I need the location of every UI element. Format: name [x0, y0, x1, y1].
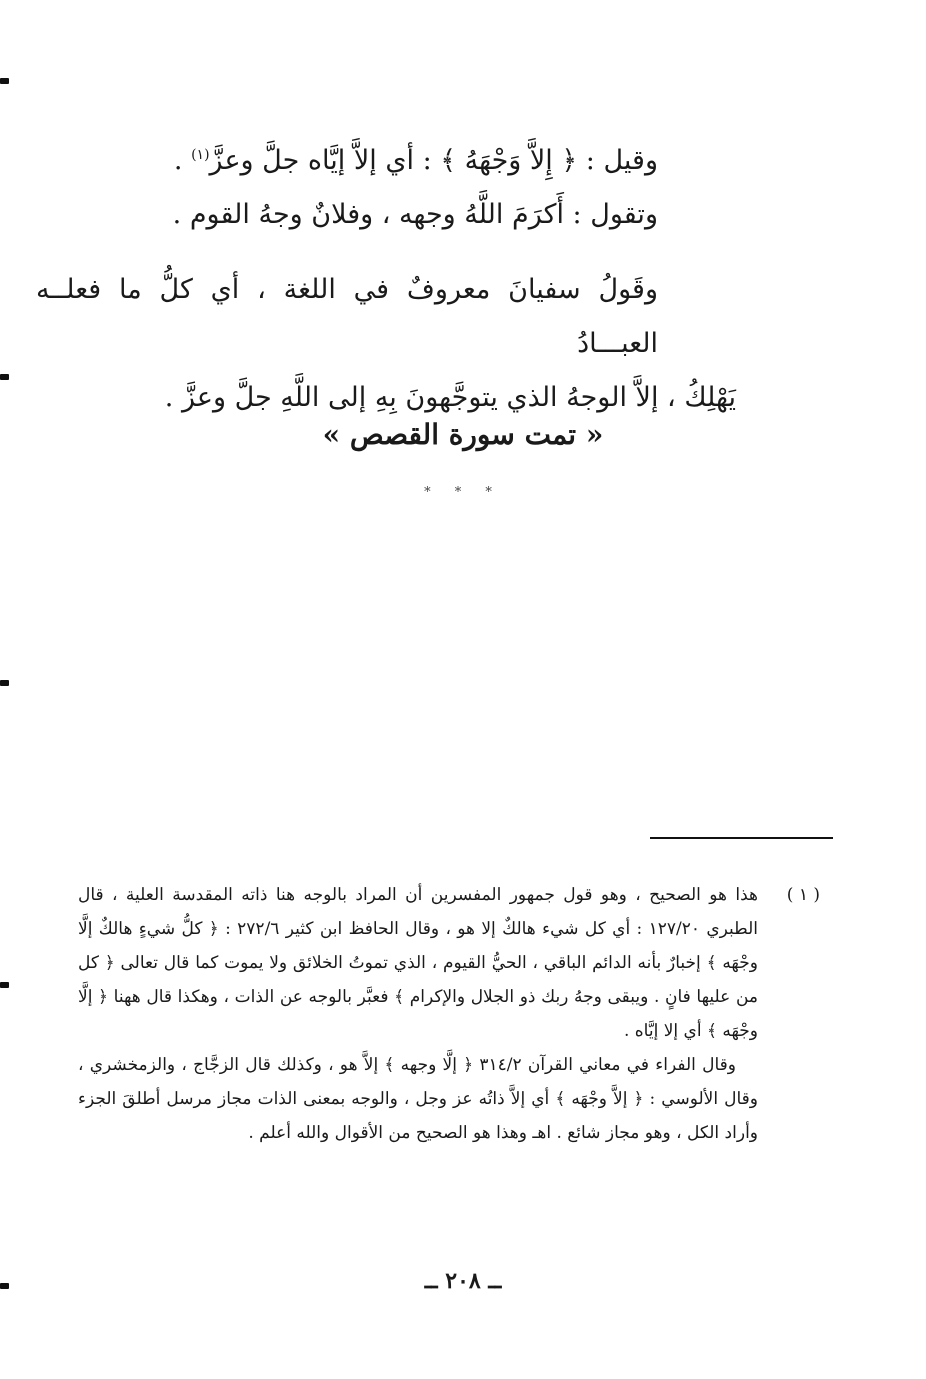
footnote-body	[78, 878, 758, 1150]
main-paragraph	[36, 263, 736, 425]
scan-edge-mark	[0, 680, 9, 686]
footnotes	[78, 878, 820, 1150]
footnote-paragraph-2: وقال الفراء في معاني القرآن ٣١٤/٢ ﴿ إلَّا وجهه ﴾ إلاَّ هو ، وكذلك قال الزجَّاج ، والزمخشري ، وقال الألوسي : ﴿ إلاَّ وجْهَه ﴾ أي إلاَّ ذاتُه عز وجل ، والوجه بمعنى الذات مجاز مرسل أطلقَ الجزء وأراد الكل ، وهو مجاز شائع . اهـ وهذا هو الصحيح من الأقوال والله أعلم .	[78, 1055, 758, 1143]
scan-edge-mark	[0, 78, 9, 84]
footnote-reference: (١)	[191, 147, 210, 163]
main-line-1-text: وقيل : ﴿ إِلاَّ وَجْهَهُ ﴾ : أي إلاَّ إيَّاه جلَّ وعزَّ	[209, 145, 658, 176]
scan-edge-mark	[0, 374, 9, 380]
page-number: ــ ٢٠٨ ــ	[424, 1268, 502, 1294]
footnote-separator	[650, 837, 833, 839]
section-divider-stars: * * *	[424, 485, 502, 500]
scan-edge-mark	[0, 982, 9, 988]
footnote-1	[78, 878, 820, 1150]
footnote-paragraph-1: هذا هو الصحيح ، وهو قول جمهور المفسرين أن المراد بالوجه هنا ذاته المقدسة العلية ، قال الطبري ١٢٧/٢٠ : أي كل شيء هالكٌ إلا هو ، وقال الحافظ ابن كثير ٢٧٢/٦ : ﴿ كلُّ شيءٍ هالكٌ إلَّا وجْهَه ﴾ إخبارٌ بأنه الدائم الباقي ، الحيُّ القيوم ، الذي تموتُ الخلائق ولا يموت كما قال تعالى ﴿ كل من عليها فانٍ . ويبقى وجهُ ربك ذو الجلال والإكرام ﴾ فعبَّر بالوجه عن الذات ، وهكذا قال ههنا ﴿ إلَّا وجْهَه ﴾ أي إلا إيَّاه .	[78, 885, 759, 1041]
main-line-3: وقَولُ سفيانَ معروفٌ في اللغة ، أي كلُّ ما فعلــه العبـــادُ	[36, 274, 658, 359]
main-line-1	[0, 132, 658, 184]
main-line-4: يَهْلِكُ ، إلاَّ الوجهُ الذي يتوجَّهونَ بِهِ إلى اللَّهِ جلَّ وعزَّ .	[164, 382, 736, 413]
main-text	[0, 132, 658, 238]
main-line-1-end: .	[173, 145, 192, 176]
footnote-number: ( ١ )	[786, 885, 820, 905]
main-line-2: وتقول : أَكرَمَ اللَّهُ وجهه ، وفلانٌ وجهُ القوم .	[172, 199, 658, 230]
surah-end-title: « تمت سورة القصص »	[322, 418, 604, 451]
